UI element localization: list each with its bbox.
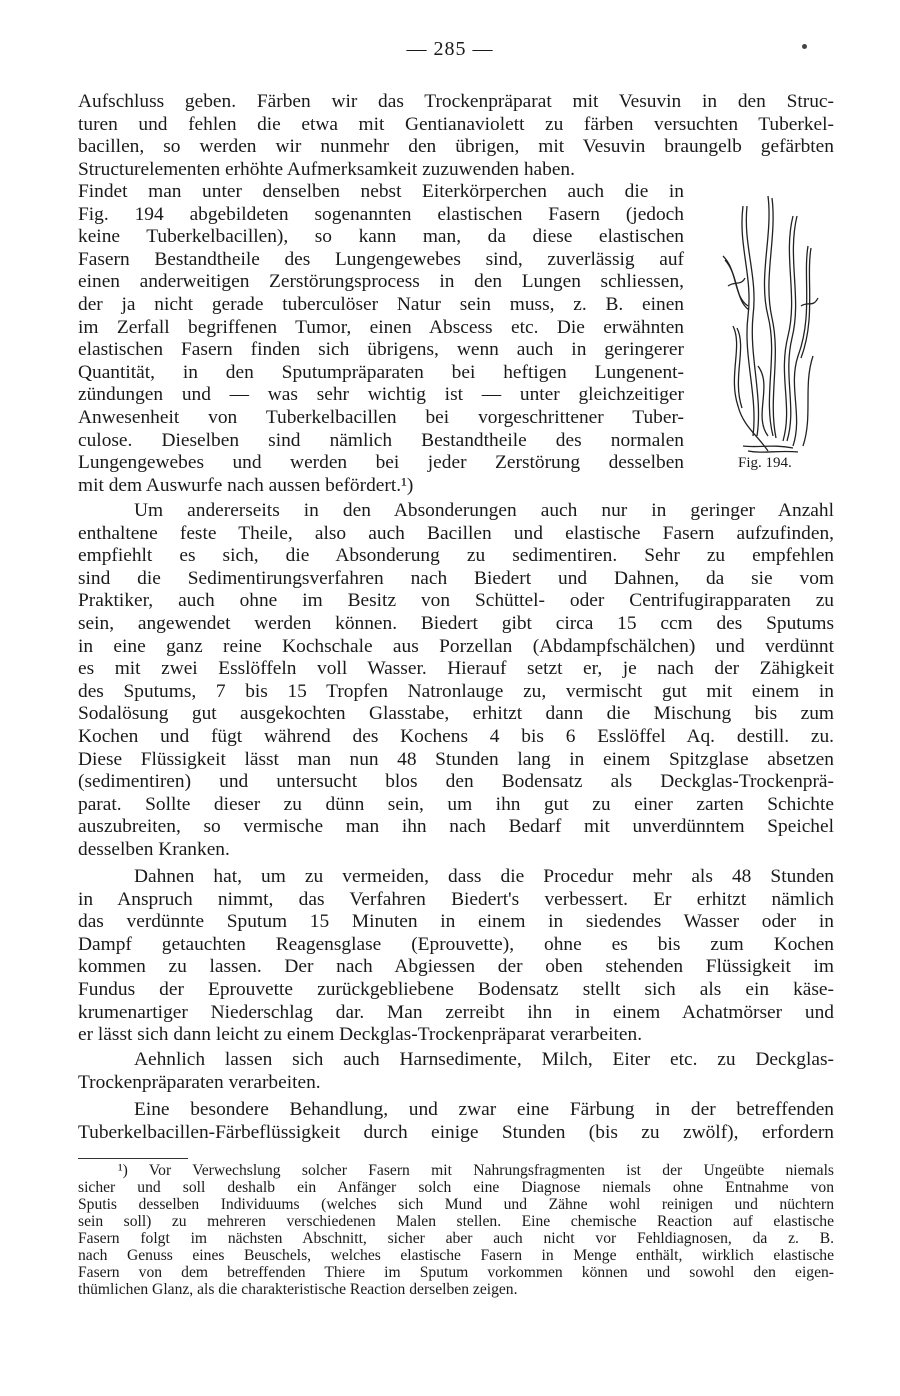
- body-line: Fasern Bestandtheile des Lungengewebes sind, zuverlässig auf: [78, 248, 684, 270]
- body-line: des Sputums, 7 bis 15 Tropfen Natronlauge zu, vermischt gut mit einem in: [78, 680, 834, 702]
- footnote-line: Fasern von dem betreffenden Thiere im Sputum vorkommen können und sowohl den eigen-: [78, 1264, 834, 1281]
- paragraph-other-sediments: [78, 1049, 834, 1094]
- body-line: er lässt sich dann leicht zu einem Deckglas-Trockenpräparat verarbeiten.: [78, 1024, 643, 1046]
- body-line: culose. Dieselben sind nämlich Bestandtheile des normalen: [78, 429, 684, 451]
- body-line: Lungengewebes und werden bei jeder Zerstörung desselben: [78, 452, 684, 474]
- body-line: mit dem Auswurfe nach aussen befördert.¹): [78, 474, 414, 496]
- body-line: Eine besondere Behandlung, und zwar eine Färbung in der betreffenden: [134, 1099, 834, 1120]
- body-line: Dampf getauchten Reagensglase (Eprouvette), ohne es bis zum Kochen: [78, 933, 834, 955]
- body-line: Structurelementen erhöhte Aufmerksamkeit zuzuwenden haben.: [78, 158, 575, 180]
- footnote-line: nach Genuss eines Beuschels, welches elastische Fasern in Menge enthält, wirklich elastische: [78, 1247, 834, 1264]
- body-line: Kochen und fügt während des Kochens 4 bis 6 Esslöffel Aq. destill. zu.: [78, 725, 834, 747]
- paragraph-elastic-fibers: [78, 181, 684, 497]
- body-line: auszubreiten, so vermische man ihn nach Bedarf mit unverdünntem Speichel: [78, 816, 834, 838]
- paragraph-special-treatment: [78, 1099, 834, 1144]
- body-line: Dahnen hat, um zu vermeiden, dass die Procedur mehr als 48 Stunden: [134, 866, 834, 887]
- body-line: im Zerfall begriffenen Tumor, einen Abscess etc. Die erwähnten: [78, 316, 684, 338]
- body-line: kommen zu lassen. Der nach Abgiessen der oben stehenden Flüssigkeit im: [78, 956, 834, 978]
- body-line: (sedimentiren) und untersucht blos den Bodensatz als Deckglas-Trockenprä-: [78, 771, 834, 793]
- body-line: Diese Flüssigkeit lässt man nun 48 Stunden lang in einem Spitzglase absetzen: [78, 748, 834, 770]
- body-line: Fig. 194 abgebildeten sogenannten elastischen Fasern (jedoch: [78, 203, 684, 225]
- body-line: krumenartiger Niederschlag dar. Man zerreibt ihn in einem Achatmörser und: [78, 1001, 834, 1023]
- page-number: — 285 —: [406, 38, 494, 60]
- body-line: Tuberkelbacillen-Färbeflüssigkeit durch einige Stunden (bis zu zwölf), erfordern: [78, 1121, 834, 1143]
- body-line: das verdünnte Sputum 15 Minuten in einem in siedendes Wasser oder in: [78, 911, 834, 933]
- footnote-line: Sputis desselben Individuums (welches sich Mund und Zähne wohl reinigen und nüchtern: [78, 1196, 834, 1213]
- body-line: keine Tuberkelbacillen), so kann man, da diese elastischen: [78, 226, 684, 248]
- body-line: enthaltene feste Theile, also auch Bacillen und elastische Fasern aufzufinden,: [78, 522, 834, 544]
- body-line: parat. Sollte dieser zu dünn sein, um ihn gut zu einer zarten Schichte: [78, 793, 834, 815]
- footnote-line: ¹) Vor Verwechslung solcher Fasern mit Nahrungsfragmenten ist der Ungeübte niemals: [118, 1162, 834, 1179]
- body-line: Quantität, in den Sputumpräparaten bei heftigen Lungenent-: [78, 361, 684, 383]
- body-line: elastischen Fasern finden sich übrigens, wenn auch in geringerer: [78, 339, 684, 361]
- figure-caption: Fig. 194.: [738, 455, 792, 471]
- print-speck: [802, 44, 807, 49]
- body-line: in eine ganz reine Kochschale aus Porzellan (Abdampfschälchen) und verdünnt: [78, 635, 834, 657]
- paragraph-intro: [78, 91, 834, 181]
- body-line: Fundus der Eprouvette zurückgebliebene Bodensatz stellt sich als ein käse-: [78, 978, 834, 1000]
- body-line: der ja nicht gerade tuberculöser Natur sein muss, z. B. einen: [78, 293, 684, 315]
- elastic-fibers-illustration: [713, 186, 823, 486]
- body-line: desselben Kranken.: [78, 838, 230, 860]
- body-line: Sodalösung gut ausgekochten Glasstabe, erhitzt dann die Mischung bis zum: [78, 703, 834, 725]
- body-line: einen anderweitigen Zerstörungsprocess in den Lungen schliessen,: [78, 271, 684, 293]
- body-line: bacillen, so werden wir nunmehr den übrigen, mit Vesuvin braungelb gefärbten: [78, 136, 834, 158]
- footnote-line: sein soll) zu mehreren verschiedenen Malen stellen. Eine chemische Reaction auf elastische: [78, 1213, 834, 1230]
- body-line: turen und fehlen die etwa mit Gentianaviolett zu färben versuchten Tuberkel-: [78, 113, 834, 135]
- footnote: [78, 1162, 834, 1298]
- body-line: Findet man unter denselben nebst Eiterkörperchen auch die in: [78, 181, 684, 202]
- body-line: Aehnlich lassen sich auch Harnsedimente, Milch, Eiter etc. zu Deckglas-: [134, 1049, 834, 1070]
- body-line: in Anspruch nimmt, das Verfahren Biedert's verbessert. Er erhitzt nämlich: [78, 888, 834, 910]
- body-line: empfiehlt es sich, die Absonderung zu sedimentiren. Sehr zu empfehlen: [78, 545, 834, 567]
- body-line: Trockenpräparaten verarbeiten.: [78, 1071, 321, 1093]
- body-line: sind die Sedimentirungsverfahren nach Biedert und Dahnen, da sie vom: [78, 567, 834, 589]
- body-line: Praktiker, auch ohne im Besitz von Schüttel- oder Centrifugirapparaten zu: [78, 590, 834, 612]
- footnote-line: Fasern folgt im nächsten Abschnitt, sicher aber auch nicht vor Fehldiagnosen, da z. B.: [78, 1230, 834, 1247]
- body-line: es mit zwei Esslöffeln voll Wasser. Hierauf setzt er, je nach der Zähigkeit: [78, 658, 834, 680]
- body-line: sein, angewendet werden können. Biedert gibt circa 15 ccm des Sputums: [78, 612, 834, 634]
- body-line: zündungen und — was sehr wichtig ist — unter gleichzeitiger: [78, 384, 684, 406]
- footnote-divider: [78, 1158, 188, 1159]
- paragraph-dahnen: [78, 866, 834, 1047]
- footnote-line: thümlichen Glanz, als die charakteristische Reaction derselben zeigen.: [78, 1281, 518, 1298]
- body-line: Aufschluss geben. Färben wir das Trockenpräparat mit Vesuvin in den Struc-: [78, 91, 834, 112]
- body-line: Anwesenheit von Tuberkelbacillen bei vorgeschrittener Tuber-: [78, 406, 684, 428]
- body-line: Um andererseits in den Absonderungen auch nur in geringer Anzahl: [134, 500, 834, 521]
- paragraph-sedimentation: [78, 500, 834, 862]
- footnote-line: sicher und soll deshalb ein Anfänger solch eine Diagnose niemals ohne Entnahme von: [78, 1179, 834, 1196]
